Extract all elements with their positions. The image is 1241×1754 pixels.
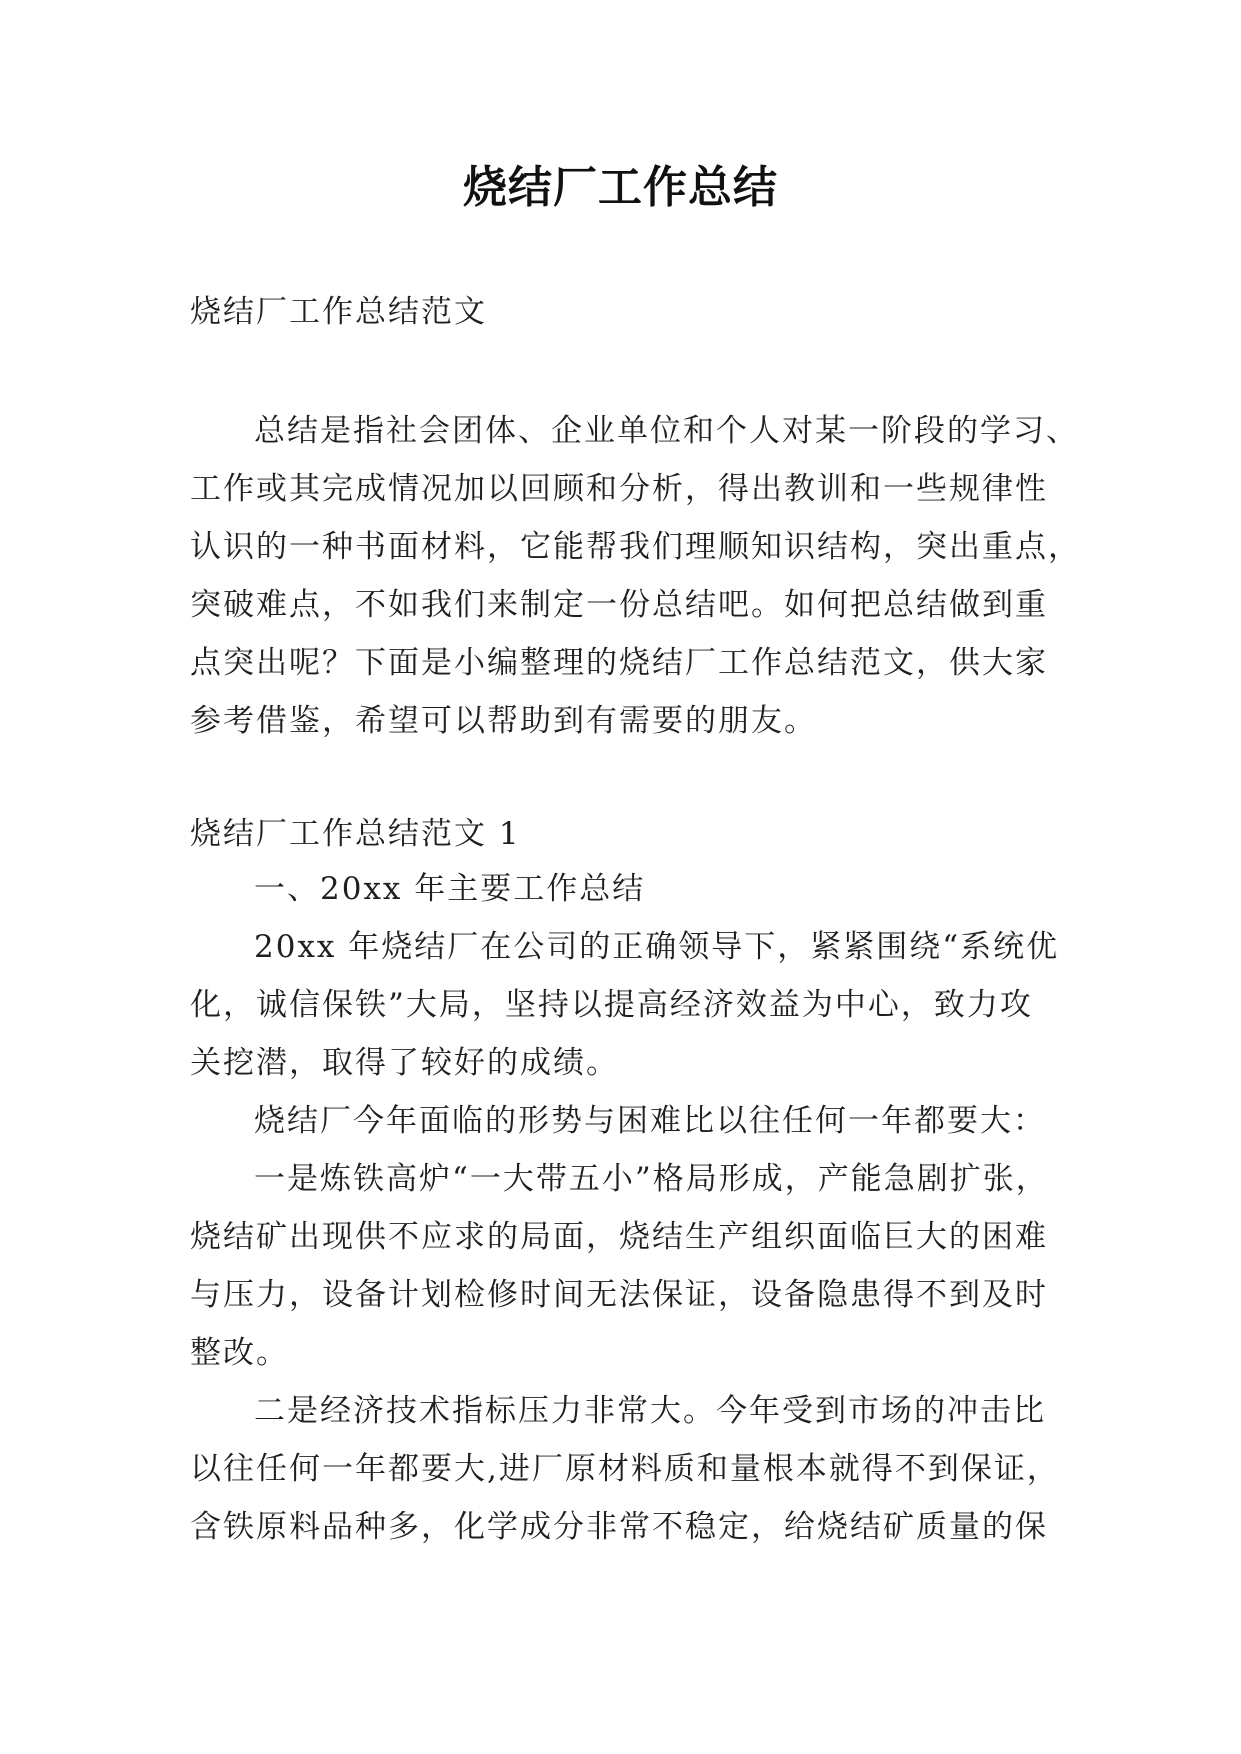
- intro-paragraph: [190, 402, 1081, 750]
- document-title: 烧结厂工作总结: [463, 162, 778, 213]
- intro-line: 参考借鉴，希望可以帮助到有需要的朋友。: [190, 703, 817, 739]
- body-line: 以往任何一年都要大,进厂原材料质和量根本就得不到保证，: [190, 1451, 1060, 1487]
- intro-line: 总结是指社会团体、企业单位和个人对某一阶段的学习、: [254, 413, 1079, 449]
- intro-line: 突破难点，不如我们来制定一份总结吧。如何把总结做到重: [190, 587, 1048, 623]
- section-body: [190, 860, 1060, 1556]
- body-line: 化，诚信保铁”大局，坚持以提高经济效益为中心，致力攻: [190, 987, 1033, 1023]
- body-line: 烧结厂今年面临的形势与困难比以往任何一年都要大：: [254, 1103, 1046, 1139]
- intro-line: 认识的一种书面材料，它能帮我们理顺知识结构，突出重点，: [190, 529, 1081, 565]
- document-subtitle: 烧结厂工作总结范文: [190, 294, 487, 330]
- intro-line: 点突出呢？下面是小编整理的烧结厂工作总结范文，供大家: [190, 645, 1048, 681]
- body-line: 关挖潜，取得了较好的成绩。: [190, 1045, 619, 1081]
- body-line: 一是炼铁高炉“一大带五小”格局形成，产能急剧扩张，: [254, 1161, 1049, 1197]
- intro-line: 工作或其完成情况加以回顾和分析，得出教训和一些规律性: [190, 471, 1048, 507]
- body-line: 20xx 年烧结厂在公司的正确领导下，紧紧围绕“系统优: [254, 929, 1060, 965]
- body-line: 整改。: [190, 1335, 289, 1371]
- section-title: 烧结厂工作总结范文 1: [190, 816, 521, 852]
- body-line: 含铁原料品种多，化学成分非常不稳定，给烧结矿质量的保: [190, 1509, 1048, 1545]
- body-line: 烧结矿出现供不应求的局面，烧结生产组织面临巨大的困难: [190, 1219, 1048, 1255]
- section-heading: 一、20xx 年主要工作总结: [254, 871, 646, 907]
- body-line: 与压力，设备计划检修时间无法保证，设备隐患得不到及时: [190, 1277, 1048, 1313]
- body-line: 二是经济技术指标压力非常大。今年受到市场的冲击比: [254, 1393, 1046, 1429]
